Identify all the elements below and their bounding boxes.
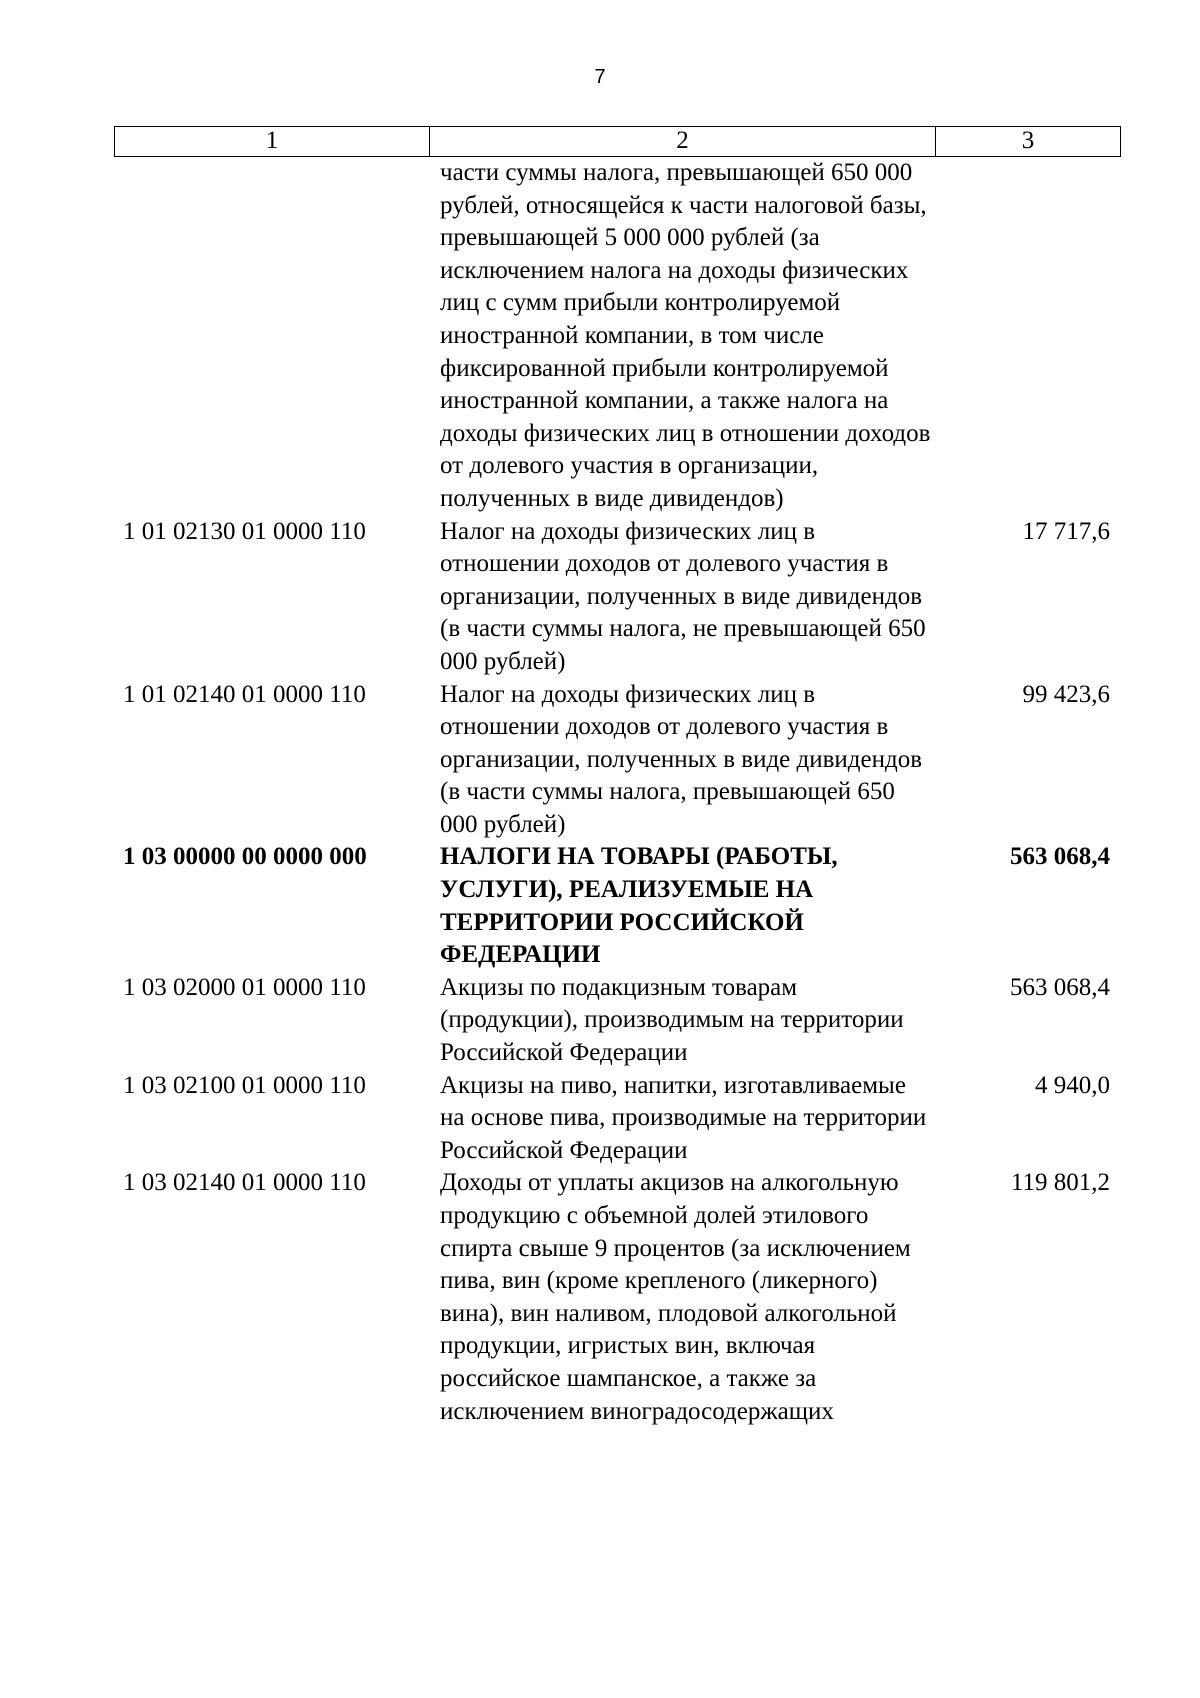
- row-code: 1 01 02130 01 0000 110: [123, 517, 366, 545]
- row-amount: 99 423,6: [1022, 680, 1110, 708]
- row-code: [114, 157, 440, 516]
- row-code: 1 03 00000 00 0000 000: [123, 843, 367, 871]
- revenue-table: [114, 126, 1121, 1428]
- page-number: 7: [594, 66, 606, 88]
- row-code: 1 03 02100 01 0000 110: [123, 1071, 366, 1099]
- row-name: Налог на доходы физических лиц в отношении доходов от долевого участия в организации, полученных в виде дивидендов (в части суммы налога, не превышающей 650 000 рублей): [440, 517, 926, 675]
- row-name: Налог на доходы физических лиц в отношении доходов от долевого участия в организации, полученных в виде дивидендов (в части суммы налога, превышающей 650 000 рублей): [440, 680, 923, 838]
- row-amount: 563 068,4: [1010, 973, 1110, 1001]
- row-name: части суммы налога, превышающей 650 000 рублей, относящейся к части налоговой базы, превышающей 5 000 000 рублей (за исключением налога на доходы физических лиц с сумм прибыли контролируемой иностранной компании, в том числе фиксированной прибыли контролируемой иностранной компании, а также налога на доходы физических лиц в отношении доходов от долевого участия в организации, полученных в виде дивидендов): [440, 159, 931, 512]
- table-row: [114, 1167, 1121, 1428]
- row-name: Акцизы по подакцизным товарам (продукции), производимым на территории Российской Федерации: [440, 973, 904, 1067]
- table-header: [114, 126, 1121, 157]
- table-row-section-header: [114, 841, 1121, 971]
- row-code: 1 03 02140 01 0000 110: [123, 1169, 366, 1197]
- row-name: Акцизы на пиво, напитки, изготавливаемые на основе пива, производимые на территории Российской Федерации: [440, 1071, 927, 1164]
- table-row: [114, 157, 1121, 516]
- row-name: НАЛОГИ НА ТОВАРЫ (РАБОТЫ, УСЛУГИ), РЕАЛИЗУЕМЫЕ НА ТЕРРИТОРИИ РОССИЙСКОЙ ФЕДЕРАЦИИ: [440, 843, 838, 969]
- row-amount: 17 717,6: [1022, 517, 1110, 545]
- table-body: [114, 157, 1121, 1428]
- row-amount: 4 940,0: [1035, 1071, 1110, 1099]
- table-row: [114, 516, 1121, 679]
- table-row: [114, 679, 1121, 842]
- row-amount: 563 068,4: [1010, 843, 1110, 871]
- row-code: 1 01 02140 01 0000 110: [123, 680, 366, 708]
- row-amount: 119 801,2: [1010, 1169, 1110, 1197]
- row-amount: [940, 157, 1121, 516]
- row-name: Доходы от уплаты акцизов на алкогольную продукцию с объемной долей этилового спирта свыше 9 процентов (за исключением пива, вин (кроме крепленого (ликерного) вина), вин наливом, плодовой алкогольной продукции, игристых вин, включая российское шампанское, а также за исключением виноградосодержащих: [440, 1169, 911, 1425]
- header-col-2: 2: [430, 127, 936, 156]
- header-col-1: 1: [115, 127, 430, 156]
- table-row: [114, 1070, 1121, 1168]
- header-col-3: 3: [1021, 127, 1035, 154]
- row-code: 1 03 02000 01 0000 110: [123, 973, 366, 1001]
- table-row: [114, 972, 1121, 1070]
